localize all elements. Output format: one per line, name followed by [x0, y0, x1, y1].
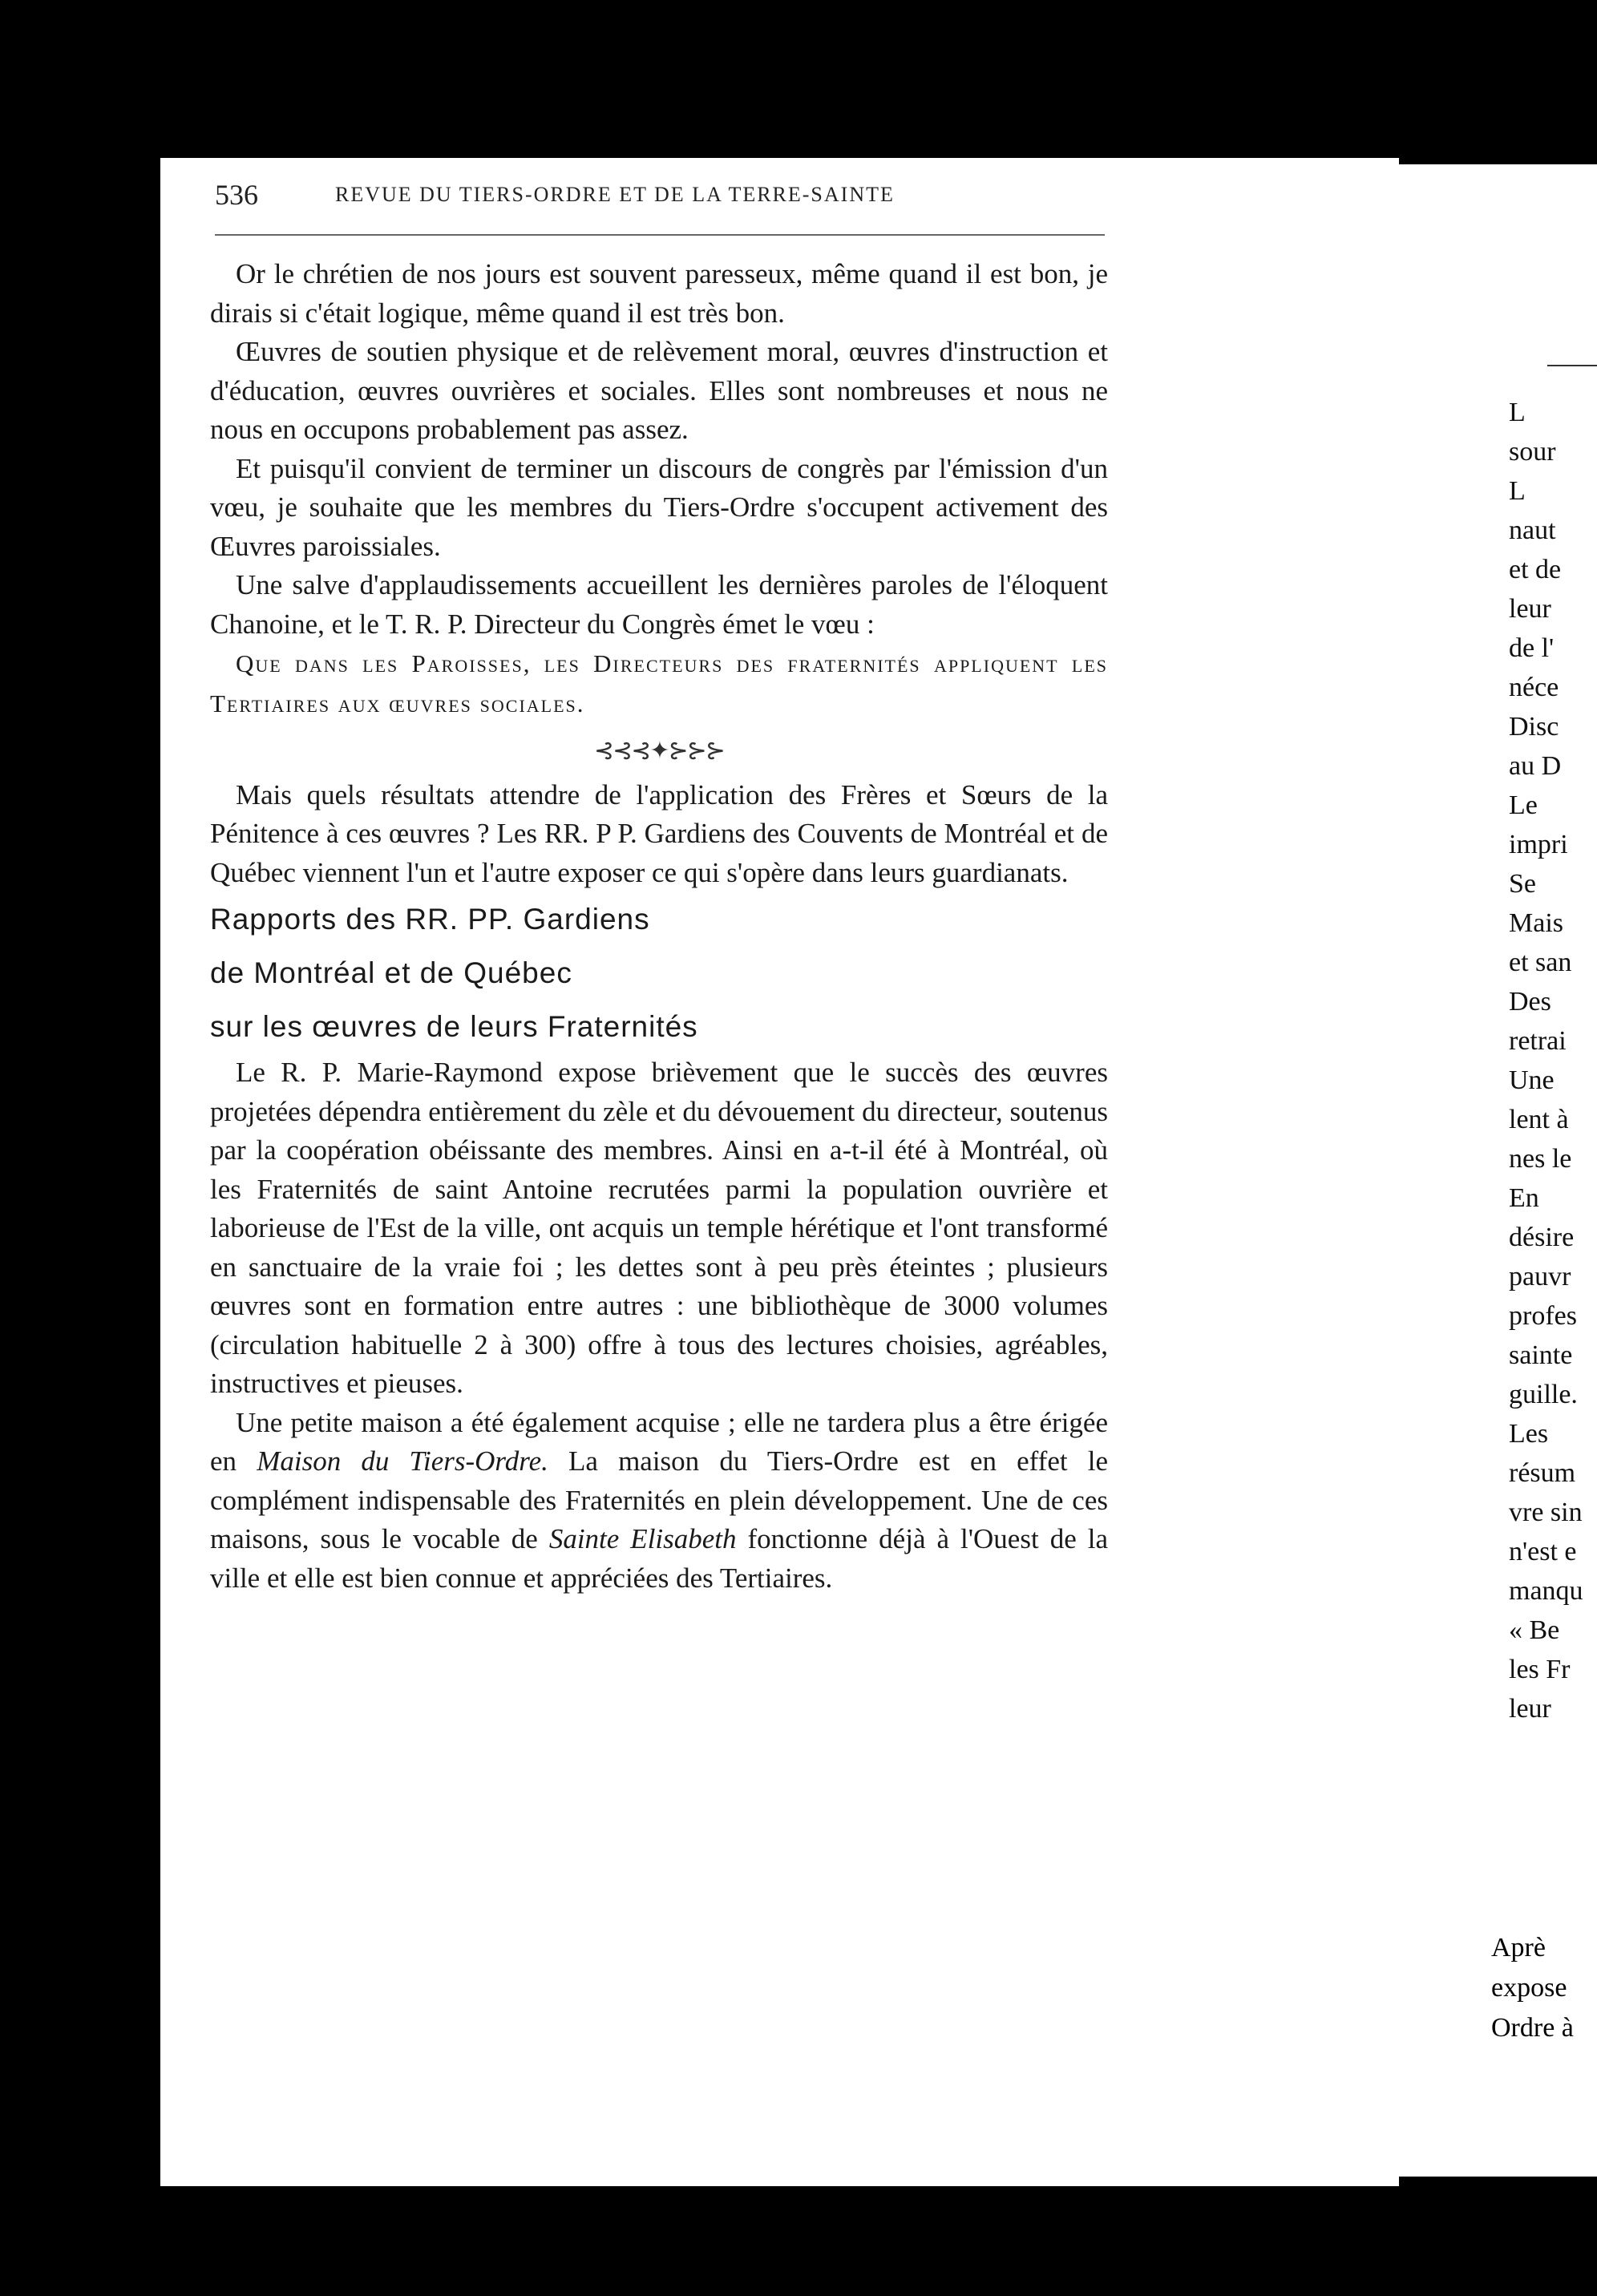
- right-page-line: de l': [1509, 633, 1555, 663]
- right-page-line: Des: [1509, 987, 1551, 1017]
- paragraph: [210, 1404, 1108, 1599]
- right-page-line: et san: [1509, 948, 1572, 977]
- right-page-tail-line: Aprè: [1491, 1933, 1546, 1963]
- right-page-line: et de: [1509, 555, 1562, 584]
- italic-name: Sainte Elisabeth: [548, 1523, 737, 1554]
- right-page-line: nes le: [1509, 1144, 1572, 1174]
- running-title: REVUE DU TIERS-ORDRE ET DE LA TERRE-SAINTE: [335, 183, 895, 206]
- right-page-line: impri: [1509, 830, 1568, 859]
- right-page-rule: [1547, 365, 1597, 366]
- right-page-line: manqu: [1509, 1576, 1583, 1606]
- right-page-line: Les: [1509, 1419, 1549, 1449]
- right-page-line: En: [1509, 1183, 1539, 1213]
- right-page-line: Mais: [1509, 908, 1563, 938]
- right-page-tail: [1491, 1928, 1597, 2048]
- right-page-line: Le: [1509, 790, 1538, 820]
- section-heading-line-2: de Montréal et de Québec: [210, 956, 572, 989]
- right-page-line: guille.: [1509, 1380, 1578, 1409]
- italic-title: Maison du Tiers-Ordre.: [257, 1445, 548, 1477]
- section-heading-line-3: sur les œuvres de leurs Fraternités: [210, 1010, 698, 1043]
- page-body: [210, 255, 1108, 1598]
- right-page-line: sour: [1509, 437, 1556, 467]
- header-rule: [215, 234, 1105, 236]
- right-page-line: sainte: [1509, 1340, 1573, 1370]
- right-page-line: les Fr: [1509, 1655, 1571, 1684]
- text-run: fonctionne déjà à l'Ouest de la ville et elle est bien connue et appréciées des Tertiaires.: [210, 1523, 1108, 1594]
- right-page-line: désire: [1509, 1223, 1575, 1252]
- text-run: La maison du Tiers-Ordre est en effet le complément indispensable des Fraternités en plein développement. Une de ces maisons, sous le vocable de: [210, 1445, 1108, 1554]
- right-page-line: n'est e: [1509, 1537, 1577, 1566]
- right-page-line: naut: [1509, 515, 1556, 545]
- right-page-line: au D: [1509, 751, 1562, 781]
- page-number: 536: [215, 179, 258, 211]
- right-page-line: vre sin: [1509, 1498, 1583, 1527]
- right-page-line: Une: [1509, 1065, 1555, 1095]
- right-page-line: « Be: [1509, 1615, 1560, 1645]
- text-run: Une petite maison a été également acquise ; elle ne tardera plus a être érigée en: [210, 1406, 1108, 1477]
- section-heading-line-1: Rapports des RR. PP. Gardiens: [210, 903, 650, 936]
- right-page-line: leur: [1509, 594, 1551, 624]
- right-page-line: L: [1509, 398, 1526, 427]
- paragraph: Œuvres de soutien physique et de relèvement moral, œuvres d'instruction et d'éducation, œuvres ouvrières et sociales. Elles sont nombreuses et nous ne nous en occupons probablement pas assez.: [210, 336, 1108, 445]
- paragraph: Mais quels résultats attendre de l'application des Frères et Sœurs de la Pénitence à ces œuvres ? Les RR. P P. Gardiens des Couvents de Montréal et de Québec viennent l'un et l'autre exposer ce qui s'opère dans leurs guardianats.: [210, 778, 1108, 888]
- paragraph: Et puisqu'il convient de terminer un discours de congrès par l'émission d'un vœu, je souhaite que les membres du Tiers-Ordre s'occupent activement des Œuvres paroissiales.: [210, 452, 1108, 562]
- paragraph: Or le chrétien de nos jours est souvent paresseux, même quand il est bon, je dirais si c'était logique, même quand il est très bon.: [210, 258, 1108, 329]
- right-page-line: leur: [1509, 1694, 1551, 1724]
- right-page-line: néce: [1509, 673, 1559, 702]
- right-page-text: [1509, 393, 1597, 1728]
- right-page-tail-line: expose: [1491, 1973, 1567, 2003]
- right-page-line: retrai: [1509, 1026, 1567, 1056]
- right-page-line: L: [1509, 476, 1526, 506]
- paragraph: Le R. P. Marie-Raymond expose brièvement que le succès des œuvres projetées dépendra entièrement du zèle et du dévouement du directeur, soutenus par la coopération obéissante des membres. Ainsi en a-t-il été à Montréal, où les Fraternités de saint Antoine recrutées parmi la population ouvrière et laborieuse de l'Est de la ville, ont acquis un temple hérétique et l'ont transformé en sanctuaire de la vraie foi ; les dettes sont à peu près éteintes ; plusieurs œuvres sont en formation entre autres : une bibliothèque de 3000 volumes (circulation habituelle 2 à 300) offre à tous des lectures choisies, agréables, instructives et pieuses.: [210, 1057, 1108, 1399]
- right-page-line: résum: [1509, 1458, 1576, 1488]
- resolution-text: Que dans les Paroisses, les Directeurs des fraternités appliquent les Tertiaires aux œuvres sociales.: [210, 649, 1108, 718]
- paragraph: Une salve d'applaudissements accueillent les dernières paroles de l'éloquent Chanoine, et le T. R. P. Directeur du Congrès émet le vœu :: [210, 569, 1108, 640]
- right-page-line: Se: [1509, 869, 1536, 899]
- right-page-tail-line: Ordre à: [1491, 2013, 1574, 2043]
- right-page-line: Disc: [1509, 712, 1559, 742]
- right-page-line: profes: [1509, 1301, 1577, 1331]
- ornament-divider: ⊰⊰⊰✦⊱⊱⊱: [594, 738, 724, 764]
- right-page-line: lent à: [1509, 1105, 1569, 1134]
- right-page-line: pauvr: [1509, 1262, 1571, 1292]
